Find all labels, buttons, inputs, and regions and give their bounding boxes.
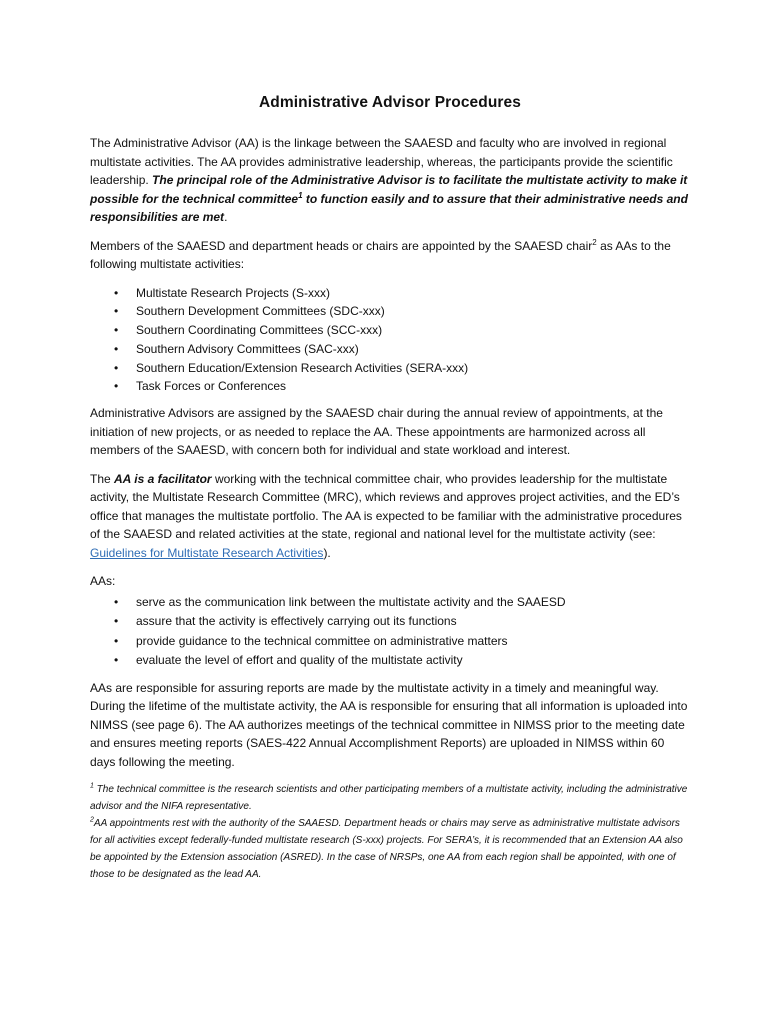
footnote-text-2: AA appointments rest with the authority of the SAAESD. Department heads or chairs may serve as administrative multistate advisors for all activities except federally-funded multistate research (S-xxx) projects. For SERA’s, it is recommended that an Extension AA also be appointed by the Extension association (ASRED). In the case of NRSPs, one AA from each region shall be appointed, with one of those to be designated as the lead AA. (90, 818, 683, 881)
bullet-icon: • (114, 614, 119, 629)
facilitator-pre: The (90, 471, 115, 486)
guidelines-link[interactable]: Guidelines for Multistate Research Activities (90, 545, 324, 560)
footnote-1 (90, 781, 690, 815)
bullet-icon: • (114, 633, 119, 648)
activity-label: Southern Coordinating Committees (SCC-xxx) (136, 323, 383, 338)
bullet-icon: • (114, 360, 119, 375)
list-item (90, 651, 690, 671)
intro-end-period: . (224, 210, 228, 224)
facilitator-body: working with the technical committee chair, who provides leadership for the multistate activity, the Multistate Research Committee (MRC), which reviews and approves project activities, and the ED’s office that manages the multistate portfolio. The AA is expected to be familiar with the administrative procedures of the SAAESD and related activities at the state, regional and national level for the multistate activity (see: (90, 471, 682, 542)
members-paragraph (90, 237, 690, 274)
members-part1: Members of the SAAESD and department heads or chairs are appointed by the SAAESD chair (90, 238, 593, 253)
activity-label: Task Forces or Conferences (136, 379, 287, 394)
aas-label: AAs: (90, 574, 116, 589)
duty-label: assure that the activity is effectively carrying out its functions (136, 614, 457, 629)
bullet-icon: • (114, 379, 119, 394)
duty-label: provide guidance to the technical committee on administrative matters (136, 633, 508, 648)
bullet-icon: • (114, 594, 119, 609)
footnote-ref-1: 1 (298, 190, 303, 200)
list-item (90, 284, 690, 303)
footnote-2 (90, 815, 690, 883)
intro-bold-part2: to function easily and to assure that their administrative needs and responsibilities are met (90, 191, 688, 224)
facilitator-post: ). (323, 545, 331, 560)
intro-principal-role-emphasis (90, 173, 688, 224)
footnotes (90, 781, 690, 883)
list-item (90, 377, 690, 396)
list-item (90, 612, 690, 632)
page-title: Administrative Advisor Procedures (258, 94, 521, 111)
assignment-paragraph: Administrative Advisors are assigned by the SAAESD chair during the annual review of appointments, at the initiation of new projects, or as needed to replace the AA. These appointments are harmonized across all members of the SAAESD, with concern both for individual and state workload and interest. (90, 406, 663, 458)
list-item (90, 359, 690, 378)
facilitator-paragraph (90, 470, 690, 563)
footnote-text-1: The technical committee is the research scientists and other participating members of a multistate activity, including the administrative advisor and the NIFA representative. (90, 784, 688, 813)
footnote-mark-2: 2 (90, 816, 94, 824)
footnote-ref-2: 2 (592, 237, 597, 247)
activity-label: Southern Advisory Committees (SAC-xxx) (136, 341, 359, 356)
intro-paragraph (90, 134, 690, 227)
list-item (90, 632, 690, 652)
duty-label: serve as the communication link between the multistate activity and the SAAESD (136, 594, 566, 609)
list-item (90, 340, 690, 359)
document-page (90, 94, 690, 883)
list-item (90, 321, 690, 340)
aas-duties-list (90, 593, 690, 671)
bullet-icon: • (114, 323, 119, 338)
footnote-mark-1: 1 (90, 782, 94, 790)
bullet-icon: • (114, 653, 119, 668)
list-item (90, 302, 690, 321)
bullet-icon: • (114, 285, 119, 300)
facilitator-emphasis: AA is a facilitator (114, 471, 212, 486)
members-part2: as AAs to the following multistate activities: (90, 238, 671, 271)
list-item (90, 593, 690, 613)
duty-label: evaluate the level of effort and quality of the multistate activity (136, 653, 463, 668)
activity-label: Multistate Research Projects (S-xxx) (136, 285, 331, 300)
activity-label: Southern Development Committees (SDC-xxx) (136, 304, 385, 319)
responsibility-paragraph: AAs are responsible for assuring reports are made by the multistate activity in a timely and meaningful way. During the lifetime of the multistate activity, the AA is responsible for ensuring that all information is uploaded into NIMSS (see page 6). The AA authorizes meetings of the technical committee in NIMSS prior to the meeting date and ensures meeting reports (SAES-422 Annual Accomplishment Reports) are uploaded in NIMSS within 60 days following the meeting. (90, 680, 688, 769)
bullet-icon: • (114, 304, 119, 319)
intro-plain-text: The Administrative Advisor (AA) is the linkage between the SAAESD and faculty who are involved in regional multistate activities. The AA provides administrative leadership, whereas, the participants provide the scientific leadership. (90, 136, 673, 187)
bullet-icon: • (114, 341, 119, 356)
activities-list (90, 284, 690, 397)
activity-label: Southern Education/Extension Research Activities (SERA-xxx) (136, 360, 469, 375)
intro-bold-part1: The principal role of the Administrative Advisor is to facilitate the multistate activity to make it possible for the technical committee (90, 173, 688, 206)
